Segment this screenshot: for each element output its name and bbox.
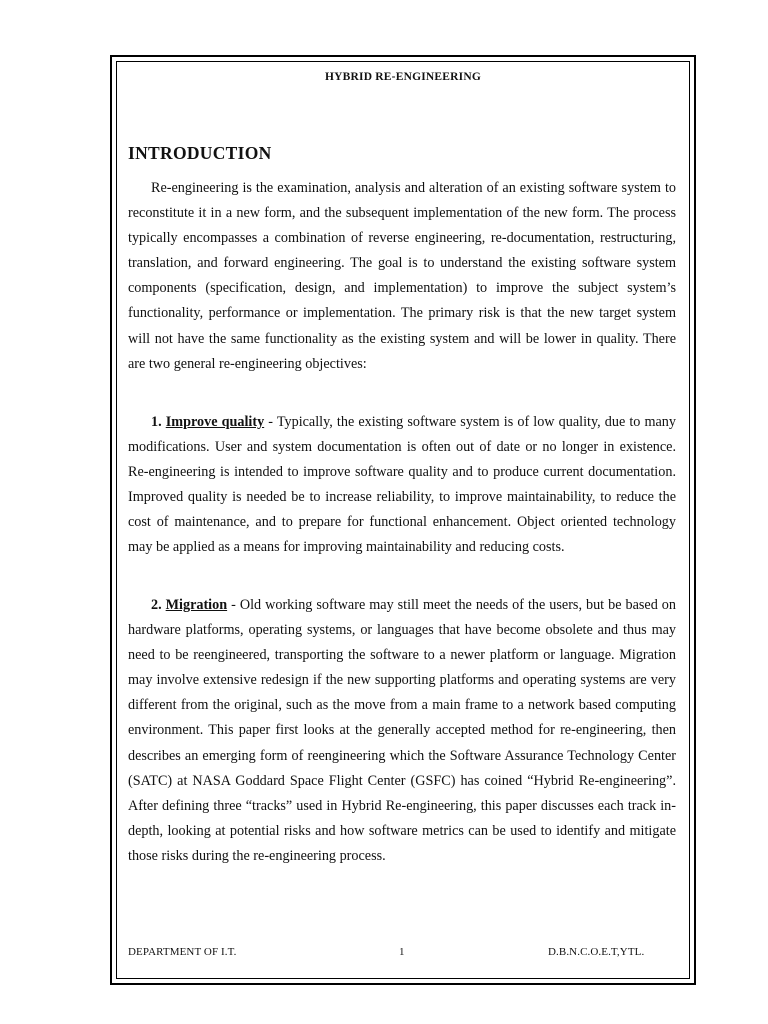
- objective-text-2: - Old working software may still meet the needs of the users, but be based on hardware platforms, operating systems, or languages that have become obsolete and thus may need to be reengineered, transporting the software to a newer platform or language. Migration may involve extensive redesign if the new supporting platforms and operating systems are very different from the original, such as the move from a main frame to a network based computing environment. This paper first looks at the generally accepted method for re-engineering, then describes an emerging form of reengineering which the Software Assurance Technology Center (SATC) at NASA Goddard Space Flight Center (GSFC) has coined “Hybrid Re-engineering”. After defining three “tracks” used in Hybrid Re-engineering, this paper discusses each track in-depth, looking at potential risks and how software metrics can be used to identify and mitigate those risks during the re-engineering process.: [128, 597, 676, 864]
- objective-paragraph-2: [128, 593, 676, 869]
- objective-item-2: [128, 593, 676, 869]
- section-heading: INTRODUCTION: [128, 143, 272, 163]
- objective-term-1: Improve quality: [165, 414, 265, 430]
- intro-paragraph: Re-engineering is the examination, analysis and alteration of an existing software system to reconstitute it in a new form, and the subsequent implementation of the new form. The process typically encompasses a combination of reverse engineering, re-documentation, restructuring, translation, and forward engineering. The goal is to understand the existing software system components (specification, design, and implementation) to improve the subject system’s functionality, performance or implementation. The primary risk is that the new target system will not have the same functionality as the existing system and will be lower in quality. There are two general re-engineering objectives:: [128, 180, 676, 372]
- objective-number-2: 2.: [151, 597, 162, 613]
- running-header: HYBRID RE-ENGINEERING: [325, 71, 481, 83]
- objective-term-2: Migration: [165, 597, 228, 613]
- footer-page-number: 1: [399, 946, 405, 958]
- objective-lead-1: [151, 414, 264, 430]
- objective-lead-2: [151, 597, 227, 613]
- intro-paragraph-block: [128, 176, 676, 377]
- footer-college: D.B.N.C.O.E.T,YTL.: [548, 946, 645, 958]
- objective-item-1: [128, 410, 676, 561]
- objective-number-1: 1.: [151, 414, 162, 430]
- footer-department: DEPARTMENT OF I.T.: [128, 946, 237, 958]
- objective-text-1: - Typically, the existing software system is of low quality, due to many modifications. User and system documentation is often out of date or no longer in existence. Re-engineering is intended to improve software quality and to produce current documentation. Improved quality is needed be to increase reliability, to improve maintainability, to reduce the cost of maintenance, and to prepare for functional enhancement. Object oriented technology may be applied as a means for improving maintainability and reducing costs.: [128, 414, 676, 556]
- objective-paragraph-1: [128, 410, 676, 561]
